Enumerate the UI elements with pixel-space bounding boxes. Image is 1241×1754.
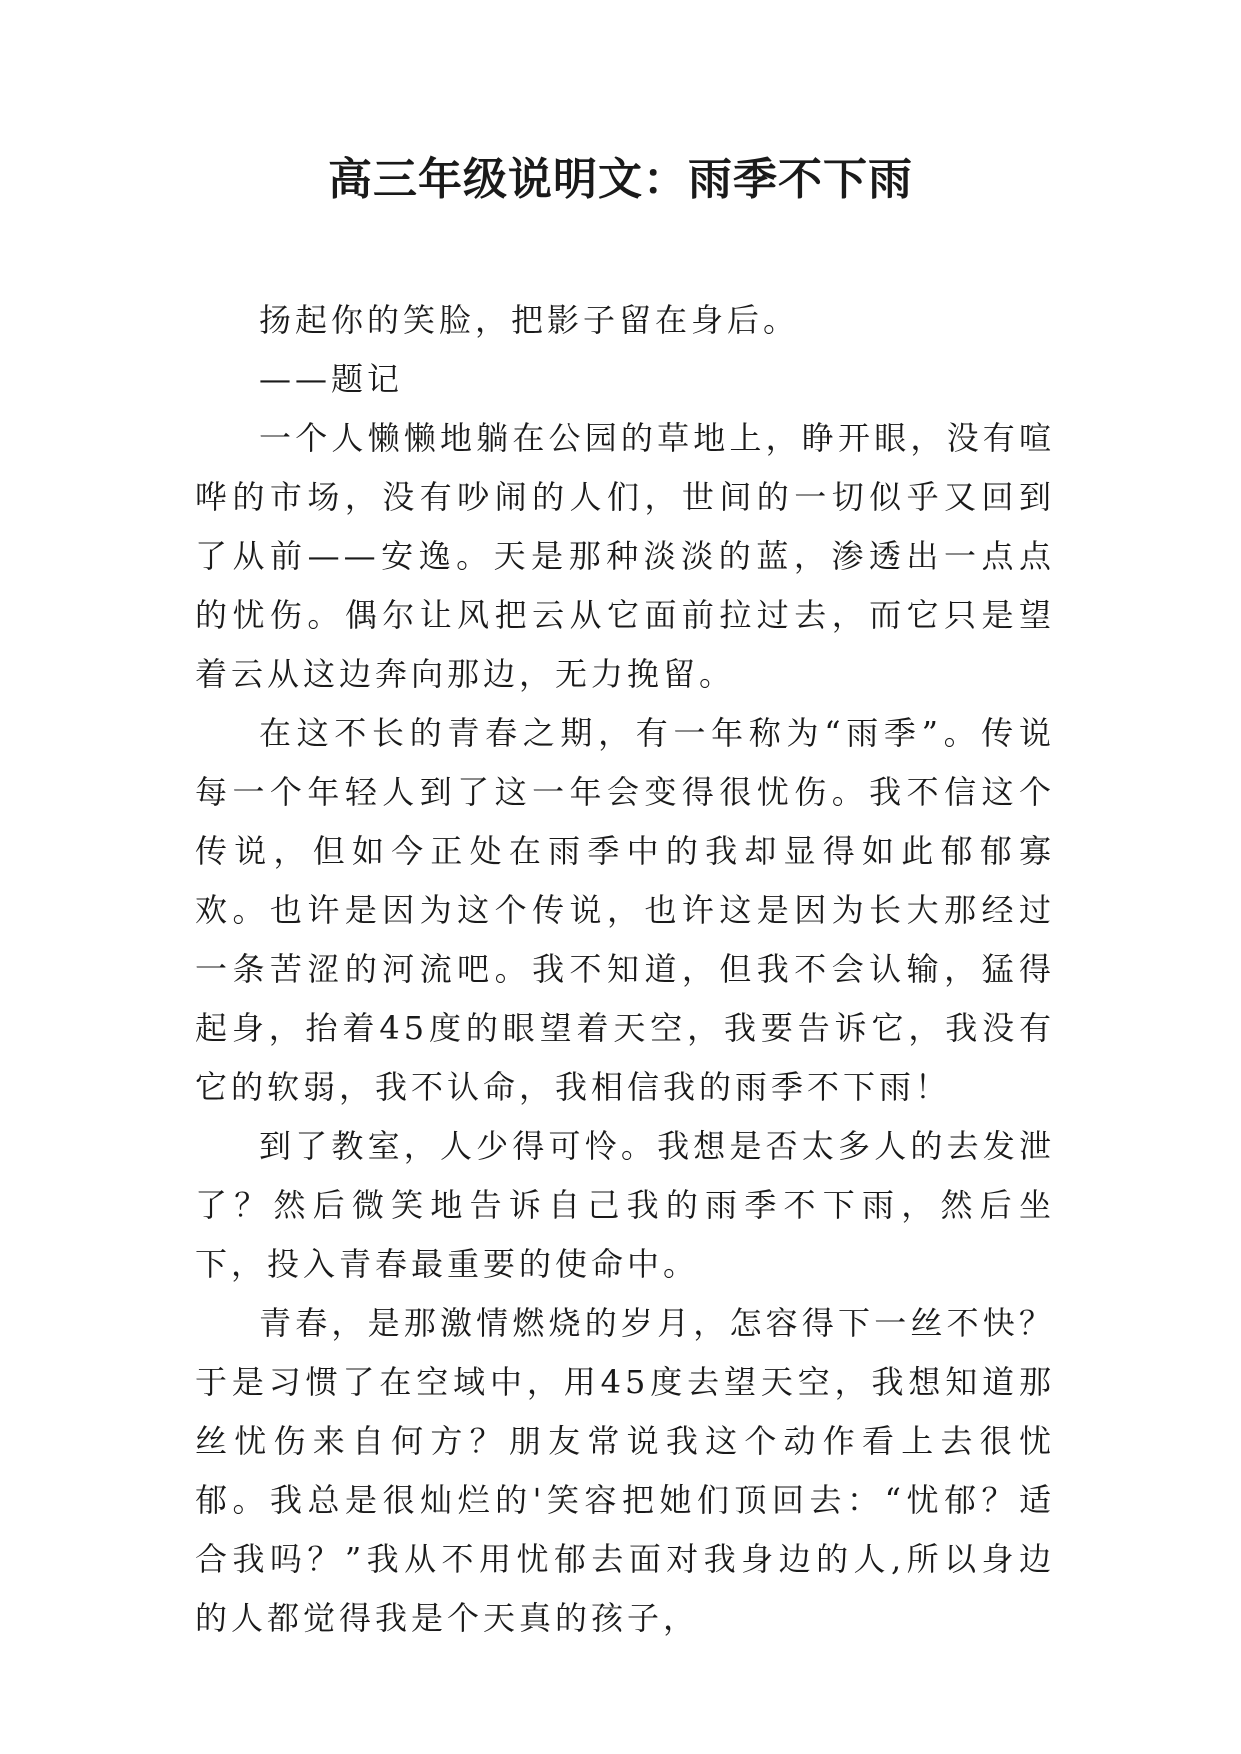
paragraph: 青春，是那激情燃烧的岁月，怎容得下一丝不快？于是习惯了在空域中，用45度去望天空，我想知道那丝忧伤来自何方？朋友常说我这个动作看上去很忧郁。我总是很灿烂的'笑容把她们顶回去：“忧郁？适合我吗？”我从不用忧郁去面对我身边的人,所以身边的人都觉得我是个天真的孩子， [195, 1304, 1055, 1637]
paragraph-epigraph: 扬起你的笑脸，把影子留在身后。 [259, 301, 800, 339]
paragraph: 在这不长的青春之期，有一年称为“雨季”。传说每一个年轻人到了这一年会变得很忧伤。我不信这个传说，但如今正处在雨季中的我却显得如此郁郁寡欢。也许是因为这个传说，也许这是因为长大那经过一条苦涩的河流吧。我不知道，但我不会认输，猛得起身，抬着45度的眼望着天空，我要告诉它，我没有它的软弱，我不认命，我相信我的雨季不下雨！ [195, 714, 1055, 1106]
document-body [195, 291, 1055, 1648]
paragraph: 一个人懒懒地躺在公园的草地上，睁开眼，没有喧哗的市场，没有吵闹的人们，世间的一切似乎又回到了从前——安逸。天是那种淡淡的蓝，渗透出一点点的忧伤。偶尔让风把云从它面前拉过去，而它只是望着云从这边奔向那边，无力挽留。 [195, 419, 1055, 693]
document-title: 高三年级说明文：雨季不下雨 [328, 154, 913, 205]
paragraph-epigraph-attribution: ——题记 [259, 360, 404, 398]
paragraph: 到了教室，人少得可怜。我想是否太多人的去发泄了？然后微笑地告诉自己我的雨季不下雨，然后坐下，投入青春最重要的使命中。 [195, 1127, 1055, 1283]
